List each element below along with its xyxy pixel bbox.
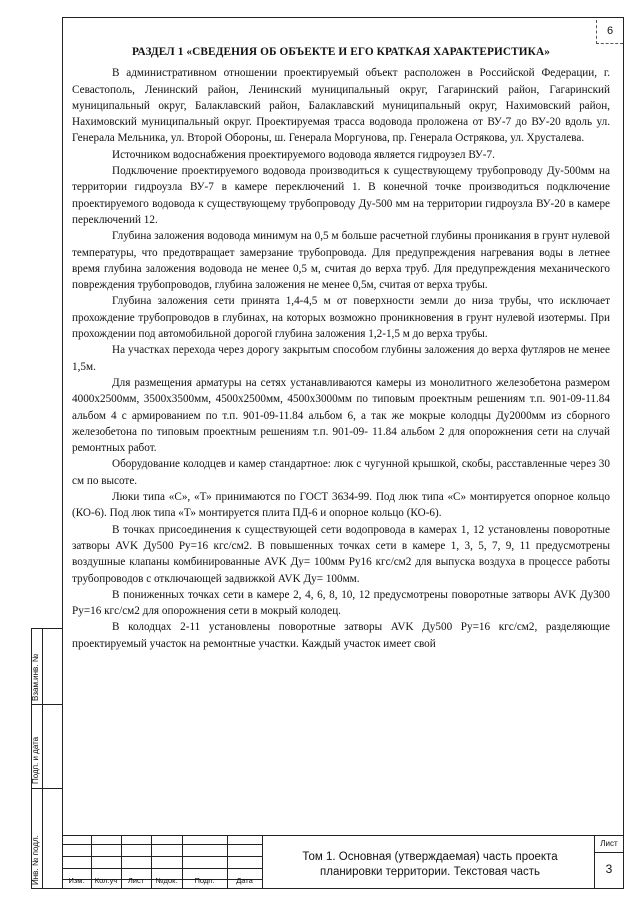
- paragraph: Источником водоснабжения проектируемого водовода является гидроузел ВУ-7.: [112, 148, 495, 161]
- paragraph: В точках присоединения к существующей сети водопровода в камерах 1, 12 установлены поворотные затворы AVK Ду500 Ру=16 кгс/см2. В повышенных точках сети в камере 1, 3, 5, 7, 9, 11 предусмотрены воздушные клапаны комбинированные AVK Ду= 100мм Ру16 кгс/см2 для выпуска воздуха в процессе работы трубопроводов с отключающей задвижкой AVK Ду= 100мм.: [72, 523, 610, 585]
- paragraph: Глубина заложения сети принята 1,4-4,5 м от поверхности земли до низа трубы, что исключает прохождение трубопроводов в глубинах, на которых возможно проникновения в грунт нулевой изотермы. При прохождении под автомобильной дорогой глубина заложения 1,2-1,5 м до верха трубы.: [72, 295, 610, 341]
- sheet-number: 3: [605, 862, 613, 876]
- paragraph: Глубина заложения водовода минимум на 0,5 м больше расчетной глубины проникания в грунт нулевой температуры, что предотвращает замерзание трубопровода. Для предупреждения нагревания воды в летнее время глубина заложения водовода не менее 0,5 м, считая до верха труб. Для предупреждения механического повреждения трубопроводов, глубина заложения не менее 0,5м, считая от верха трубы.: [72, 230, 610, 292]
- side-stamp-vzam-label: Взам.инв. №: [31, 653, 40, 701]
- col-kol-uch: Кол.уч: [94, 876, 118, 885]
- document-title: Том 1. Основная (утверждаемая) часть проекта планировки территории. Текстовая часть: [302, 851, 558, 878]
- corner-page-number: 6: [596, 20, 623, 44]
- col-ndok: №док.: [155, 876, 178, 885]
- col-podp: Подп.: [194, 876, 215, 885]
- document-body: [72, 44, 610, 652]
- side-stamp-values: [42, 628, 62, 889]
- paragraph: В пониженных точках сети в камере 2, 4, 6, 8, 10, 12 предусмотрены поворотные затворы AVK Ду300 Ру=16 кгс/см2 для опорожнения сети в мокрый колодец.: [72, 588, 610, 618]
- paragraph: Для размещения арматуры на сетях устанавливаются камеры из монолитного железобетона размером 4000х2500мм, 3500х3500мм, 4500х2500мм, 4500х3000мм по типовым проектным решениям т.п. 901-09-11.84 альбом 4 с армированием по т.п. 901-09-11.84 альбом 6, а так же мокрые колодцы Ду2000мм из сборного железобетона по типовым проектным решениям т.п. 901-09- 11.84 альбом 2 для опорожнения сети на случай ремонтных работ.: [72, 376, 610, 455]
- side-stamp-podp-label: Подп. и дата: [31, 736, 40, 784]
- paragraph: Подключение проектируемого водовода производиться к существующему трубопроводу Ду-500мм на территории гидроузла ВУ-7 в камере переключений 1. В конечной точке производиться подключение проектируемого водовода к существующему трубопроводу Ду-500 мм на территории гидроузла ВУ-20 в камере переключений 12.: [72, 165, 610, 226]
- col-data: Дата: [236, 876, 253, 885]
- col-izm: Изм.: [68, 876, 85, 885]
- section-title: РАЗДЕЛ 1 «СВЕДЕНИЯ ОБ ОБЪЕКТЕ И ЕГО КРАТКАЯ ХАРАКТЕРИСТИКА»: [132, 46, 550, 58]
- paragraph: Оборудование колодцев и камер стандартное: люк с чугунной крышкой, скобы, расставленные через 30 см по высоте.: [72, 458, 610, 487]
- paragraph: В административном отношении проектируемый объект расположен в Российской Федерации, г. Севастополь, Ленинский район, Ленинский муниципальный округ, Гагаринский район, Гагаринский муниципальный округ, Балаклавский район, Балаклавский муниципальный округ, Нахимовский район, Нахимовский муниципальный округ. Проектируемая трасса водовода проложена от ВУ-7 до ВУ-20 вдоль ул. Генерала Мельника, ул. Второй Обороны, ш. Генерала Моргунова, пр. Генерала Острякова, ул. Хрусталева.: [72, 67, 610, 145]
- col-list: Лист: [127, 876, 145, 885]
- paragraph: На участках перехода через дорогу закрытым способом глубины заложения до верха футляров не менее 1,5м.: [72, 344, 610, 373]
- paragraph: В колодцах 2-11 установлены поворотные затворы AVK Ду500 Ру=16 кгс/см2, разделяющие проектируемый участок на ремонтные участки. Каждый участок имеет свой: [72, 621, 610, 650]
- sheet-label: Лист: [600, 839, 618, 848]
- title-block: [62, 835, 624, 889]
- paragraph: Люки типа «С», «Т» принимаются по ГОСТ 3634-99. Под люк типа «С» монтируется опорное кольцо (КО-6). Под люк типа «Т» монтируется плита ПД-6 и опорное кольцо (КО-6).: [72, 491, 610, 520]
- side-stamp-inv-label: Инв. № подл.: [31, 835, 40, 885]
